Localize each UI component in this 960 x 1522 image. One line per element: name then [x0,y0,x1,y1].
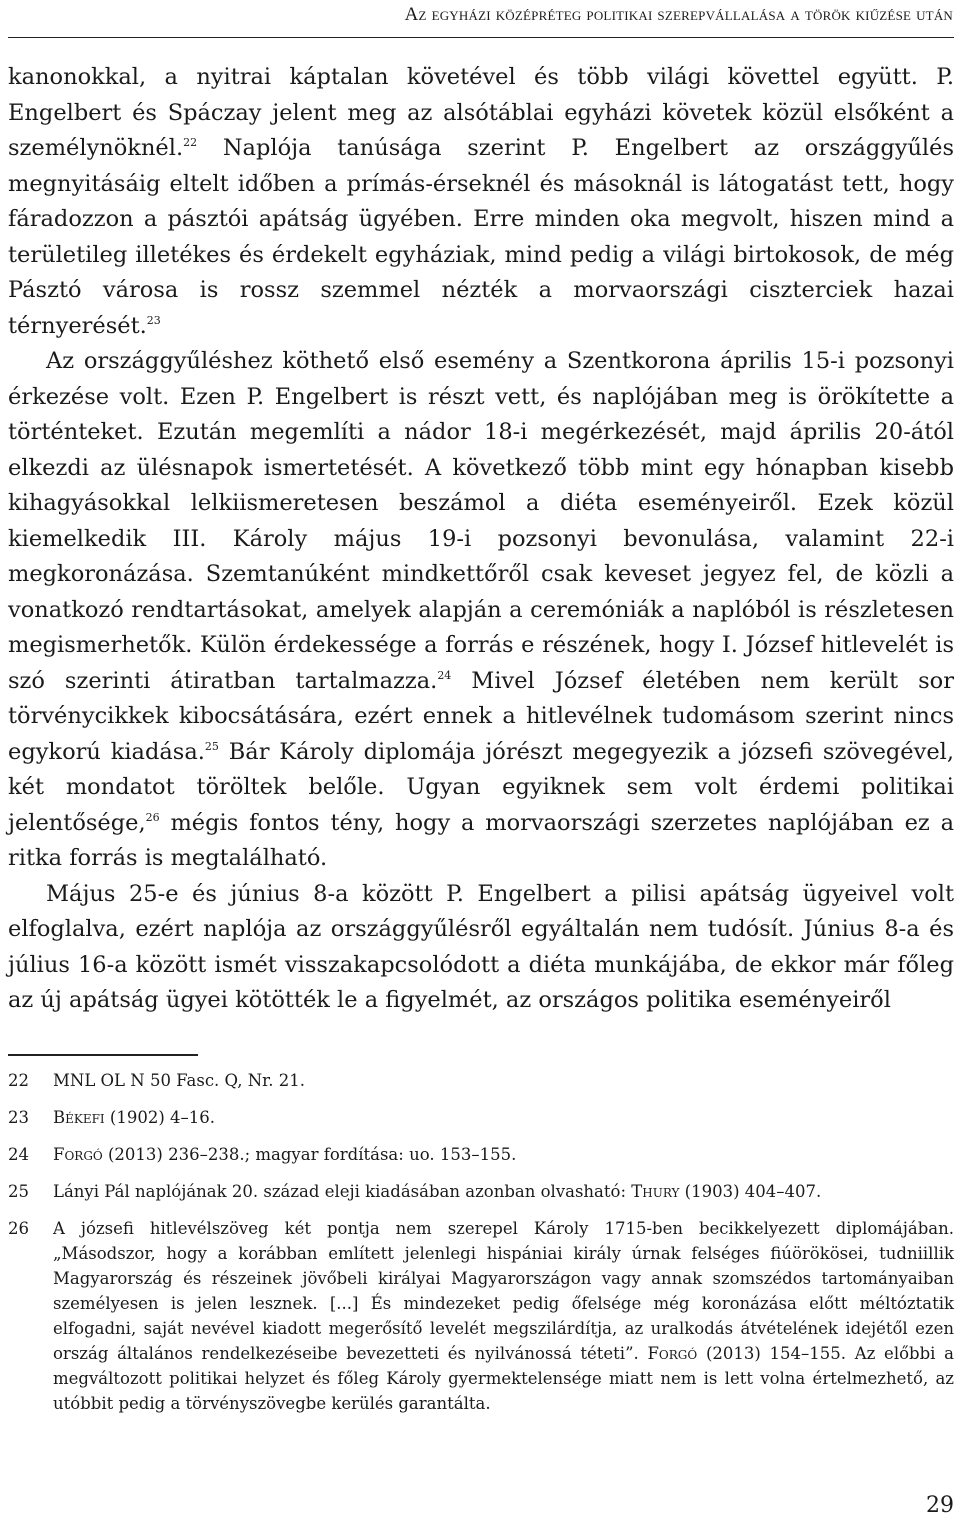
paragraph-3-text: Május 25-e és június 8-a között P. Engelbert a pilisi apátság ügyeivel volt elfoglalva, ezért naplója az országgyűlésről egyáltalán nem tudósít. Június 8-a és július 16-a között ismét visszakapcsolódott a diéta munkájába, de ekkor már főleg az új apátság ügyei kötötték le a figyelmét, az országos politika eseményeiről [8,880,954,1013]
footnote-author: Forgó [53,1145,103,1164]
footnote-24 [8,1142,954,1167]
body-text [8,60,954,1019]
footnote-rule [8,1054,198,1056]
footnote-text: (2013) 236–238.; magyar fordítása: uo. 153–155. [102,1145,517,1164]
footnote-number: 22 [8,1071,29,1090]
running-header: Az egyházi középréteg politikai szerepvállalása a török kiűzése után [404,4,953,25]
footnote-author: Thury [631,1182,680,1201]
paragraph-1-text-a: kanonokkal, a nyitrai káptalan követével és több világi követtel együtt. P. Engelbert és Spáczay jelent meg az alsótáblai egyházi követek közül elsőként a személynöknél. [8,64,954,161]
footnote-22 [8,1068,954,1093]
footnote-text-pre: Lányi Pál naplójának 20. század eleji kiadásában azonban olvasható: [53,1182,632,1201]
header-rule [8,37,954,38]
footnote-ref-22[interactable]: 22 [183,136,198,149]
footnote-ref-24[interactable]: 24 [437,668,452,682]
footnotes [8,1068,954,1428]
page-number: 29 [926,1493,954,1518]
footnote-text: MNL OL N 50 Fasc. Q, Nr. 21. [53,1071,305,1090]
footnote-text: (1902) 4–16. [104,1108,216,1127]
footnote-25 [8,1179,954,1204]
paragraph-2-text-c: Bár Károly diplomája jórészt megegyezik a józsefi szövegével, két mondatot töröltek belőle. Ugyan egyiknek sem volt érdemi politikai jelentősége, [8,738,954,836]
footnote-23 [8,1105,954,1130]
paragraph-1 [8,60,954,344]
footnote-text: (2013) 154–155. Az előbbi a megváltozott politikai helyzet és főleg Károly gyermektelensége miatt nem is lett volna értelmezhető, az utóbbit pedig a törvényszövegbe kerülés garantálta. [53,1344,954,1413]
paragraph-2-text-a: Az országgyűléshez köthető első esemény a Szentkorona április 15-i pozsonyi érkezése volt. Ezen P. Engelbert is részt vett, és naplójában meg is örökítette a történteket. Ezután megemlíti a nádor 18-i megérkezését, majd április 20-ától elkezdi az ülésnapok ismertetését. A következő több mint egy hónapban kisebb kihagyásokkal lelkiismeretesen beszámol a diéta eseményeiről. Ezek közül kiemelkedik III. Károly május 19-i pozsonyi bevonulása, valamint 22-i megkoronázása. Szemtanúként mindkettőről csak keveset jegyez fel, de közli a vonatkozó rendtartásokat, amelyek alapján a ceremóniák a naplóból is részletesen megismerhetők. Külön érdekessége a forrás e részének, hogy I. József hitlevelét is szó szerinti átiratban tartalmazza. [8,348,954,694]
footnote-text-pre: A józsefi hitlevélszöveg két pontja nem szerepel Károly 1715-ben becikkelyezett diplomájában. „Másodszor, hogy a korábban említett jelenlegi hispániai király úrnak felséges fiúörökösei, tudniillik Magyarország és részeinek jövőbeli királyai Magyarországon vagy annak szomszédos tartományaiban személyesen is jelen lesznek. [...] És mindezeket pedig őfelsége még koronázása előtt méltóztatik elfogadni, saját nevével kiadott megerősítő levelét megszilárdítja, az uralkodás átvételének idejétől ezen ország általános rendelkezéseibe bevezetteti és nyilvánossá téteti”. [53,1219,954,1363]
paragraph-3 [8,877,954,1019]
footnote-text: (1903) 404–407. [679,1182,822,1201]
footnote-ref-23[interactable]: 23 [146,313,161,327]
paragraph-2-text-d: mégis fontos tény, hogy a morvaországi szerzetes naplójában ez a ritka forrás is megtalálható. [8,809,954,871]
footnote-number: 26 [8,1219,29,1238]
footnote-number: 23 [8,1108,29,1127]
footnote-26 [8,1216,954,1416]
paragraph-2-text-b: Mivel József életében nem került sor törvénycikkek kibocsátására, ezért ennek a hitlevélnek tudomásom szerint nincs egykorú kiadása. [8,667,954,765]
paragraph-1-text-b: Naplója tanúsága szerint P. Engelbert az országgyűlés megnyitásáig eltelt időben a prímás-érseknél és másoknál is látogatást tett, hogy fáradozzon a pásztói apátság ügyében. Erre minden oka megvolt, hiszen mind a területileg illetékes és érdekelt egyháziak, mind pedig a világi birtokosok, de még Pásztó városa is rossz szemmel nézték a morvaországi ciszterciek hazai térnyerését. [8,135,954,339]
footnote-author: Békefi [53,1108,105,1127]
footnote-ref-25[interactable]: 25 [204,739,219,753]
footnote-ref-26[interactable]: 26 [145,810,160,824]
footnote-number: 25 [8,1182,29,1201]
paragraph-2 [8,344,954,877]
footnote-number: 24 [8,1145,29,1164]
footnote-author: Forgó [647,1344,698,1363]
